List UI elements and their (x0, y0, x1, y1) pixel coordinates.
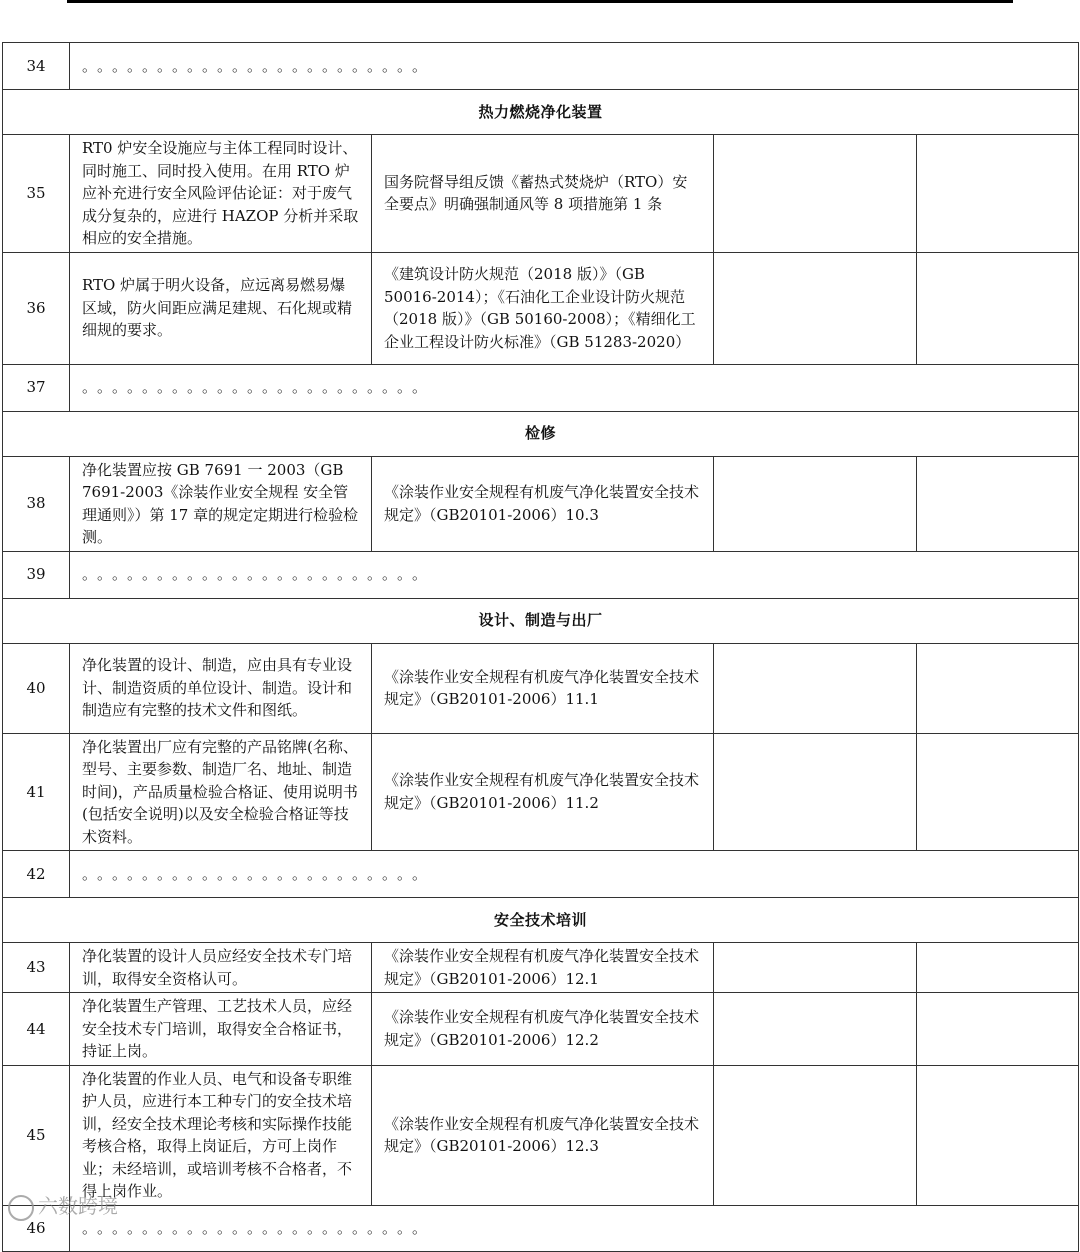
basis-cell: 《涂装作业安全规程有机废气净化装置安全技术规定》（GB20101-2006）11.2 (372, 733, 714, 851)
empty-cell (714, 643, 917, 733)
section-row (3, 898, 1079, 943)
empty-cell (917, 1065, 1079, 1205)
omitted-row-dots: 。。。。。。。。。。。。。。。。。。。。。。。 (70, 851, 1079, 898)
row-number: 37 (3, 364, 70, 411)
row-number: 43 (3, 943, 70, 993)
omitted-row-dots: 。。。。。。。。。。。。。。。。。。。。。。。 (70, 364, 1079, 411)
empty-cell (714, 252, 917, 364)
requirement-cell: RT0 炉安全设施应与主体工程同时设计、同时施工、同时投入使用。在用 RTO 炉应补充进行安全风险评估论证：对于废气成分复杂的，应进行 HAZOP 分析并采取相应的安全措施。 (70, 135, 372, 253)
section-title: 检修 (3, 411, 1079, 456)
requirement-cell: RTO 炉属于明火设备，应远离易燃易爆区域，防火间距应满足建规、石化规或精细规的要求。 (70, 252, 372, 364)
row-number: 46 (3, 1205, 70, 1251)
basis-cell: 《建筑设计防火规范（2018 版）》（GB 50016-2014）；《石油化工企业设计防火规范（2018 版）》（GB 50160-2008）；《精细化工企业工程设计防火标准》（GB 51283-2020） (372, 252, 714, 364)
watermark-logo-icon (8, 1195, 34, 1221)
section-title: 设计、制造与出厂 (3, 598, 1079, 643)
table-row (3, 1065, 1079, 1205)
empty-cell (917, 456, 1079, 551)
table-row (3, 993, 1079, 1066)
section-title: 热力燃烧净化装置 (3, 90, 1079, 135)
basis-cell: 《涂装作业安全规程有机废气净化装置安全技术规定》（GB20101-2006）12.1 (372, 943, 714, 993)
table-row (3, 643, 1079, 733)
empty-cell (714, 456, 917, 551)
row-number: 39 (3, 551, 70, 598)
table-row (3, 43, 1079, 90)
omitted-row-dots: 。。。。。。。。。。。。。。。。。。。。。。。 (70, 1205, 1079, 1251)
basis-cell: 《涂装作业安全规程有机废气净化装置安全技术规定》（GB20101-2006）12.3 (372, 1065, 714, 1205)
empty-cell (714, 993, 917, 1066)
table-row (3, 733, 1079, 851)
table-row (3, 851, 1079, 898)
row-number: 42 (3, 851, 70, 898)
table-row (3, 1205, 1079, 1251)
row-number: 35 (3, 135, 70, 253)
empty-cell (917, 943, 1079, 993)
requirement-cell: 净化装置生产管理、工艺技术人员，应经安全技术专门培训，取得安全合格证书，持证上岗。 (70, 993, 372, 1066)
table-row (3, 364, 1079, 411)
basis-cell: 《涂装作业安全规程有机废气净化装置安全技术规定》（GB20101-2006）12.2 (372, 993, 714, 1066)
row-number: 44 (3, 993, 70, 1066)
table-row (3, 135, 1079, 253)
row-number: 41 (3, 733, 70, 851)
empty-cell (714, 943, 917, 993)
row-number: 45 (3, 1065, 70, 1205)
row-number: 34 (3, 43, 70, 90)
omitted-row-dots: 。。。。。。。。。。。。。。。。。。。。。。。 (70, 43, 1079, 90)
watermark-text: 六数跨境 (38, 1194, 118, 1218)
empty-cell (917, 643, 1079, 733)
row-number: 40 (3, 643, 70, 733)
table-row (3, 943, 1079, 993)
empty-cell (917, 993, 1079, 1066)
requirement-cell: 净化装置的作业人员、电气和设备专职维护人员，应进行本工种专门的安全技术培训，经安全技术理论考核和实际操作技能考核合格，取得上岗证后，方可上岗作业；未经培训，或培训考核不合格者，不得上岗作业。 (70, 1065, 372, 1205)
requirement-cell: 净化装置的设计人员应经安全技术专门培训，取得安全资格认可。 (70, 943, 372, 993)
empty-cell (917, 135, 1079, 253)
basis-cell: 《涂装作业安全规程有机废气净化装置安全技术规定》（GB20101-2006）10.3 (372, 456, 714, 551)
empty-cell (917, 252, 1079, 364)
row-number: 38 (3, 456, 70, 551)
table-row (3, 551, 1079, 598)
table-row (3, 456, 1079, 551)
watermark (8, 1190, 118, 1221)
basis-cell: 国务院督导组反馈《蓄热式焚烧炉（RTO）安全要点》明确强制通风等 8 项措施第 1 条 (372, 135, 714, 253)
requirement-cell: 净化装置的设计、制造，应由具有专业设计、制造资质的单位设计、制造。设计和制造应有完整的技术文件和图纸。 (70, 643, 372, 733)
table-row (3, 252, 1079, 364)
empty-cell (917, 733, 1079, 851)
checklist-table (2, 42, 1079, 1252)
section-row (3, 90, 1079, 135)
section-title: 安全技术培训 (3, 898, 1079, 943)
requirement-cell: 净化装置出厂应有完整的产品铭牌(名称、型号、主要参数、制造厂名、地址、制造时间)，产品质量检验合格证、使用说明书(包括安全说明)以及安全检验合格证等技术资料。 (70, 733, 372, 851)
omitted-row-dots: 。。。。。。。。。。。。。。。。。。。。。。。 (70, 551, 1079, 598)
section-row (3, 411, 1079, 456)
empty-cell (714, 733, 917, 851)
empty-cell (714, 1065, 917, 1205)
row-number: 36 (3, 252, 70, 364)
requirement-cell: 净化装置应按 GB 7691 一 2003（GB 7691-2003《涂装作业安全规程 安全管理通则》）第 17 章的规定定期进行检验检测。 (70, 456, 372, 551)
section-row (3, 598, 1079, 643)
empty-cell (714, 135, 917, 253)
header-rule (67, 0, 1013, 3)
basis-cell: 《涂装作业安全规程有机废气净化装置安全技术规定》（GB20101-2006）11.1 (372, 643, 714, 733)
